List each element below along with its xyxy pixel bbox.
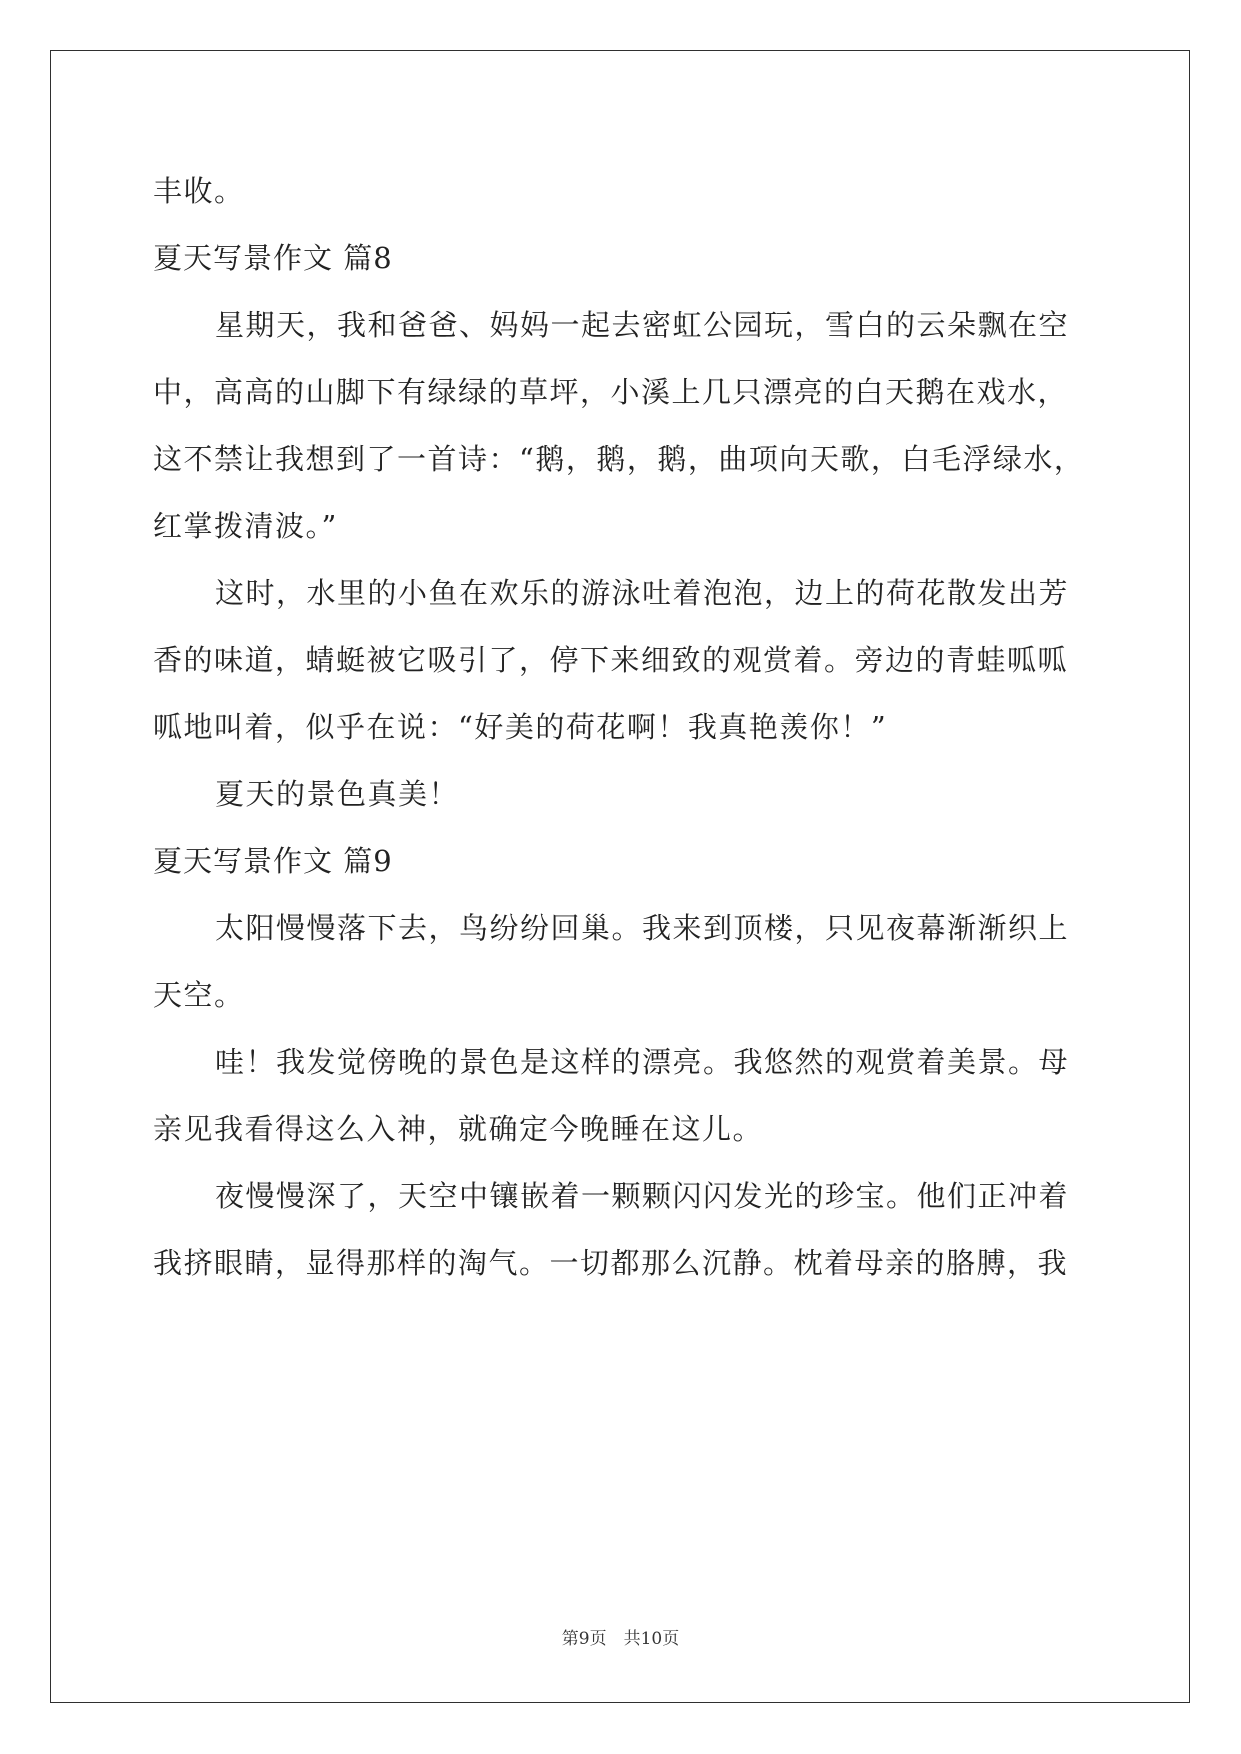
section-heading: 夏天写景作文 篇9 xyxy=(153,844,393,878)
text-line: 亲见我看得这么入神，就确定今晚睡在这儿。 xyxy=(153,1112,764,1146)
paragraph-line: 夜慢慢深了，天空中镶嵌着一颗颗闪闪发光的珍宝。他们正冲着 xyxy=(215,1179,1070,1213)
paragraph-line: 这时，水里的小鱼在欢乐的游泳吐着泡泡，边上的荷花散发出芳 xyxy=(215,576,1070,610)
document-body xyxy=(153,158,1103,1297)
section-heading: 夏天写景作文 篇8 xyxy=(153,241,393,275)
text-line: 天空。 xyxy=(153,978,245,1012)
text-line: 香的味道，蜻蜓被它吸引了，停下来细致的观赏着。旁边的青蛙呱呱 xyxy=(153,643,1069,677)
paragraph-line: 太阳慢慢落下去，鸟纷纷回巢。我来到顶楼，只见夜幕渐渐织上 xyxy=(215,911,1070,945)
text-line: 中，高高的山脚下有绿绿的草坪，小溪上几只漂亮的白天鹅在戏水， xyxy=(153,375,1069,409)
text-line: 红掌拨清波。” xyxy=(153,509,338,543)
text-line: 丰收。 xyxy=(153,174,245,208)
text-line: 这不禁让我想到了一首诗：“鹅，鹅，鹅，曲项向天歌，白毛浮绿水， xyxy=(153,442,1085,476)
text-line: 呱地叫着，似乎在说：“好美的荷花啊！我真艳羡你！” xyxy=(153,710,888,744)
paragraph-line: 星期天，我和爸爸、妈妈一起去密虹公园玩，雪白的云朵飘在空 xyxy=(215,308,1070,342)
page-footer: 第9页 共10页 xyxy=(561,1629,680,1649)
paragraph-line: 哇！我发觉傍晚的景色是这样的漂亮。我悠然的观赏着美景。母 xyxy=(215,1045,1070,1079)
text-line: 我挤眼睛，显得那样的淘气。一切都那么沉静。枕着母亲的胳膊，我 xyxy=(153,1246,1069,1280)
paragraph-line: 夏天的景色真美！ xyxy=(215,777,460,811)
